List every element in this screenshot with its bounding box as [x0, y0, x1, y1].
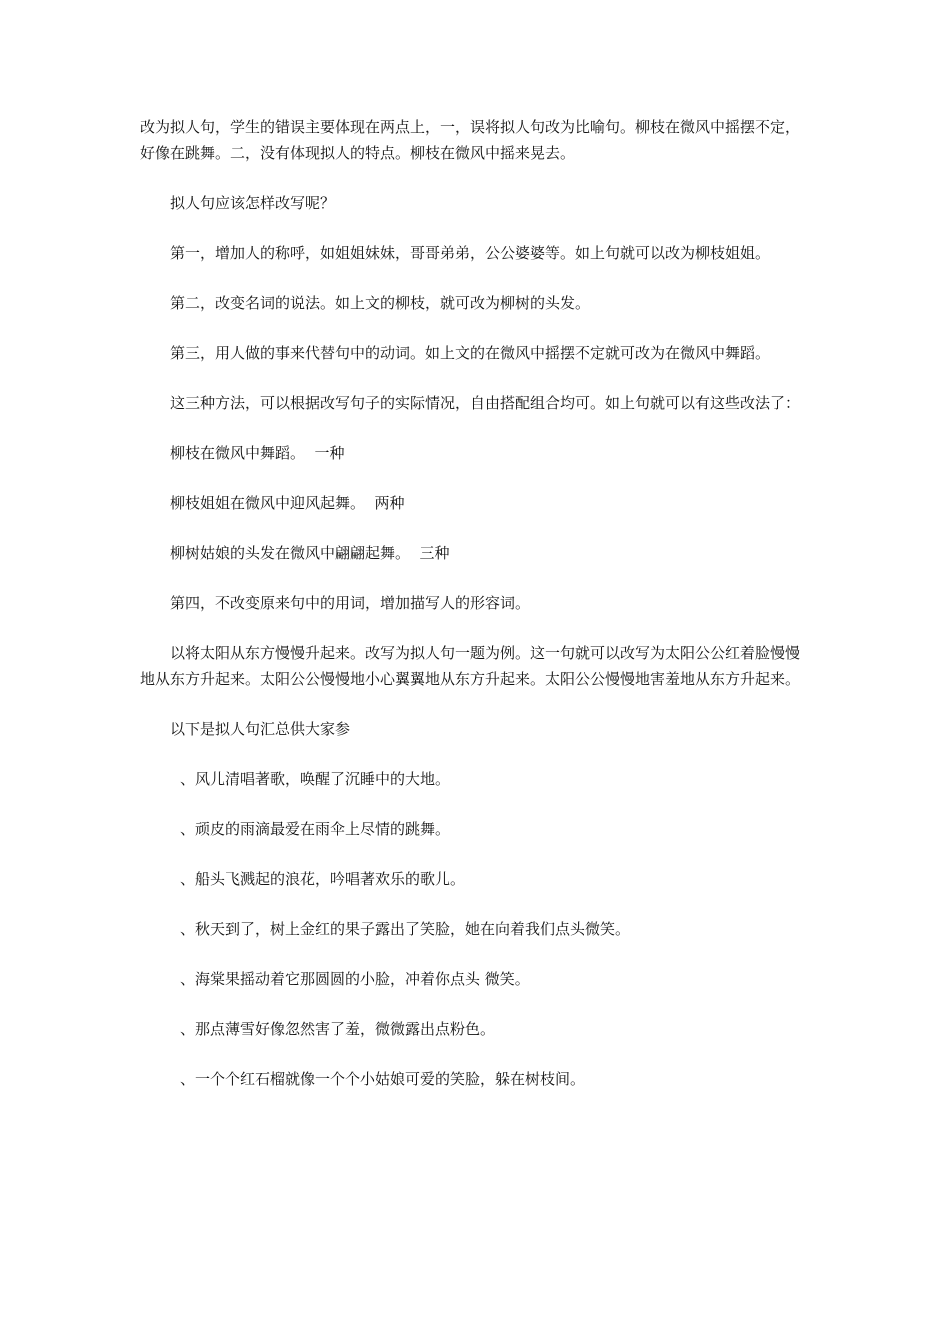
- example-three-methods: 柳树姑娘的头发在微风中翩翩起舞。 三种: [170, 544, 450, 562]
- list-item: 、船头飞溅起的浪花，吟唱著欢乐的歌儿。: [180, 870, 466, 888]
- list-item: 、一个个红石榴就像一个个小姑娘可爱的笑脸，躲在树枝间。: [180, 1070, 586, 1088]
- paragraph-method-4: 第四，不改变原来句中的用词，增加描写人的形容词。: [170, 594, 531, 612]
- paragraph-method-3: 第三，用人做的事来代替句中的动词。如上文的在微风中摇摆不定就可改为在微风中舞蹈。: [170, 344, 771, 362]
- document-body: [140, 114, 812, 1116]
- paragraph-intro: 改为拟人句，学生的错误主要体现在两点上，一，误将拟人句改为比喻句。柳枝在微风中摇摆不定，好像在跳舞。二，没有体现拟人的特点。柳枝在微风中摇来晃去。: [140, 118, 801, 162]
- paragraph-sun-example: 以将太阳从东方慢慢升起来。改写为拟人句一题为例。这一句就可以改写为太阳公公红着脸慢慢地从东方升起来。太阳公公慢慢地小心翼翼地从东方升起来。太阳公公慢慢地害羞地从东方升起来。: [140, 644, 801, 688]
- paragraph-method-1: 第一，增加人的称呼，如姐姐妹妹，哥哥弟弟，公公婆婆等。如上句就可以改为柳枝姐姐。: [170, 244, 771, 262]
- list-item: 、风儿清唱著歌，唤醒了沉睡中的大地。: [180, 770, 451, 788]
- paragraph-combination: 这三种方法，可以根据改写句子的实际情况，自由搭配组合均可。如上句就可以有这些改法了：: [170, 394, 801, 412]
- list-item: 、秋天到了，树上金红的果子露出了笑脸，她在向着我们点头微笑。: [180, 920, 631, 938]
- paragraph-question: 拟人句应该怎样改写呢？: [170, 194, 336, 212]
- list-item: 、海棠果摇动着它那圆圆的小脸，冲着你点头 微笑。: [180, 970, 530, 988]
- paragraph-summary-intro: 以下是拟人句汇总供大家参: [170, 720, 351, 738]
- paragraph-method-2: 第二，改变名词的说法。如上文的柳枝，就可改为柳树的头发。: [170, 294, 591, 312]
- list-item: 、那点薄雪好像忽然害了羞，微微露出点粉色。: [180, 1020, 496, 1038]
- list-item: 、顽皮的雨滴最爱在雨伞上尽情的跳舞。: [180, 820, 451, 838]
- example-one-method: 柳枝在微风中舞蹈。 一种: [170, 444, 345, 462]
- example-two-methods: 柳枝姐姐在微风中迎风起舞。 两种: [170, 494, 405, 512]
